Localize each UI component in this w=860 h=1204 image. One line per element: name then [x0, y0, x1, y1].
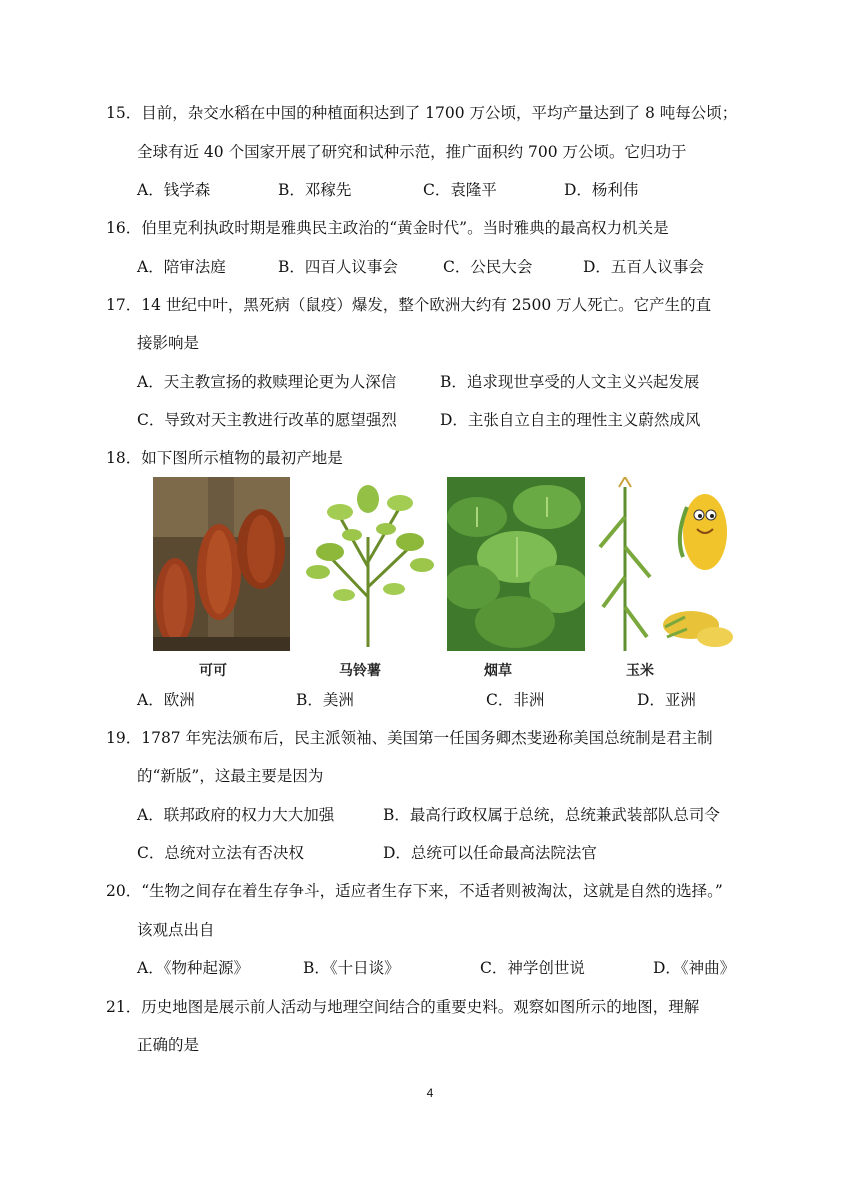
q19-stem-line2: 的“新版”，这最主要是因为	[137, 767, 324, 785]
q18-option-c: C．非洲	[486, 691, 545, 709]
potato-plant-image	[300, 477, 437, 651]
q19-option-b: B．最高行政权属于总统，总统兼武装部队总司令	[383, 806, 720, 824]
q20-stem-line2: 该观点出自	[137, 921, 215, 939]
q20-option-c: C．神学创世说	[480, 959, 585, 977]
q17-stem-line2: 接影响是	[137, 334, 200, 352]
q17-option-c: C．导致对天主教进行改革的愿望强烈	[137, 411, 397, 429]
q15-option-c: C．袁隆平	[423, 181, 497, 199]
cocoa-image	[153, 477, 290, 651]
q19-option-d: D．总统可以任命最高法院法官	[383, 844, 597, 862]
q20-option-a: A．《物种起源》	[137, 959, 249, 977]
q15-stem-line2: 全球有近 40 个国家开展了研究和试种示范，推广面积约 700 万公顷。它归功于	[137, 143, 687, 161]
q18-option-d: D．亚洲	[637, 691, 696, 709]
page-number: 4	[426, 1086, 434, 1100]
q19-option-a: A．联邦政府的权力大大加强	[137, 806, 335, 824]
q19-option-c: C．总统对立法有否决权	[137, 844, 304, 862]
q16-option-d: D．五百人议事会	[583, 258, 704, 276]
tobacco-image	[447, 477, 585, 651]
q20-option-b: B．《十日谈》	[303, 959, 400, 977]
q18-option-b: B．美洲	[296, 691, 354, 709]
q15-stem-line1: 15．目前，杂交水稻在中国的种植面积达到了 1700 万公顷，平均产量达到了 8 吨每公顷；	[106, 104, 738, 122]
caption-potato: 马铃薯	[339, 663, 381, 679]
caption-cocoa: 可可	[199, 663, 227, 679]
q15-option-b: B．邓稼先	[278, 181, 352, 199]
q17-option-b: B．追求现世享受的人文主义兴起发展	[440, 373, 700, 391]
q20-stem-line1: 20．“生物之间存在着生存争斗，适应者生存下来，不适者则被淘汰，这就是自然的选择。”	[106, 882, 723, 900]
q16-option-c: C．公民大会	[443, 258, 533, 276]
caption-corn: 玉米	[626, 663, 654, 679]
corn-image	[595, 477, 733, 651]
q15-option-d: D．杨利伟	[564, 181, 639, 199]
q16-option-b: B．四百人议事会	[278, 258, 398, 276]
q15-option-a: A．钱学森	[137, 181, 211, 199]
q18-option-a: A．欧洲	[137, 691, 195, 709]
q18-stem-line1: 18．如下图所示植物的最初产地是	[106, 449, 343, 467]
q17-stem-line1: 17．14 世纪中叶，黑死病（鼠疫）爆发，整个欧洲大约有 2500 万人死亡。它产生的直	[106, 296, 712, 314]
q21-stem-line1: 21．历史地图是展示前人活动与地理空间结合的重要史料。观察如图所示的地图，理解	[106, 998, 700, 1016]
caption-tobacco: 烟草	[484, 663, 512, 679]
q20-option-d: D．《神曲》	[653, 959, 736, 977]
q17-option-a: A．天主教宣扬的救赎理论更为人深信	[137, 373, 397, 391]
q19-stem-line1: 19．1787 年宪法颁布后，民主派领袖、美国第一任国务卿杰斐逊称美国总统制是君主制	[106, 729, 713, 747]
q17-option-d: D．主张自立自主的理性主义蔚然成风	[440, 411, 701, 429]
q16-option-a: A．陪审法庭	[137, 258, 226, 276]
q21-stem-line2: 正确的是	[137, 1036, 200, 1054]
q16-stem-line1: 16．伯里克利执政时期是雅典民主政治的“黄金时代”。当时雅典的最高权力机关是	[106, 219, 669, 237]
